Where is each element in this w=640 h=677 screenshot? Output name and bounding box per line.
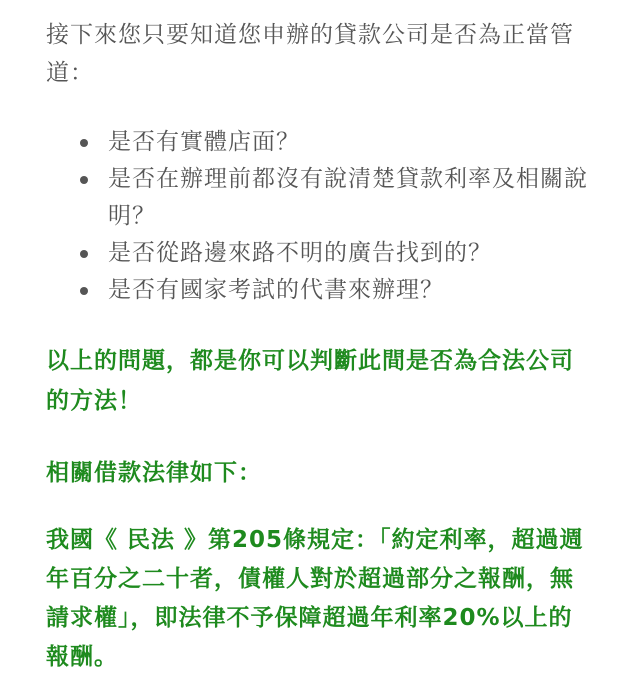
list-item-text: 是否在辦理前都沒有說清楚貸款利率及相關說明？ (108, 166, 588, 229)
intro-paragraph: 接下來您只要知道您申辦的貸款公司是否為正當管道： (46, 22, 574, 86)
question-list (46, 124, 596, 309)
list-item (80, 235, 596, 272)
list-item-text: 是否有國家考試的代書來辦理？ (108, 277, 444, 303)
list-item (80, 124, 596, 161)
list-item-text: 是否從路邊來路不明的廣告找到的？ (108, 240, 492, 266)
list-item-text: 是否有實體店面？ (108, 129, 300, 155)
question-summary: 以上的問題，都是你可以判斷此間是否為合法公司的方法！ (46, 348, 574, 414)
list-item (80, 272, 596, 309)
list-item (80, 161, 596, 235)
bullet-dot-icon (80, 176, 88, 184)
law-heading: 相關借款法律如下： (46, 460, 262, 486)
bullet-dot-icon (80, 139, 88, 147)
bullet-dot-icon (80, 287, 88, 295)
bullet-dot-icon (80, 250, 88, 258)
law-paragraph: 我國《 民法 》第205條規定：「約定利率，超過週年百分之二十者，債權人對於超過部分之報酬，無請求權」，即法律不予保障超過年利率20%以上的報酬。 (46, 527, 584, 670)
